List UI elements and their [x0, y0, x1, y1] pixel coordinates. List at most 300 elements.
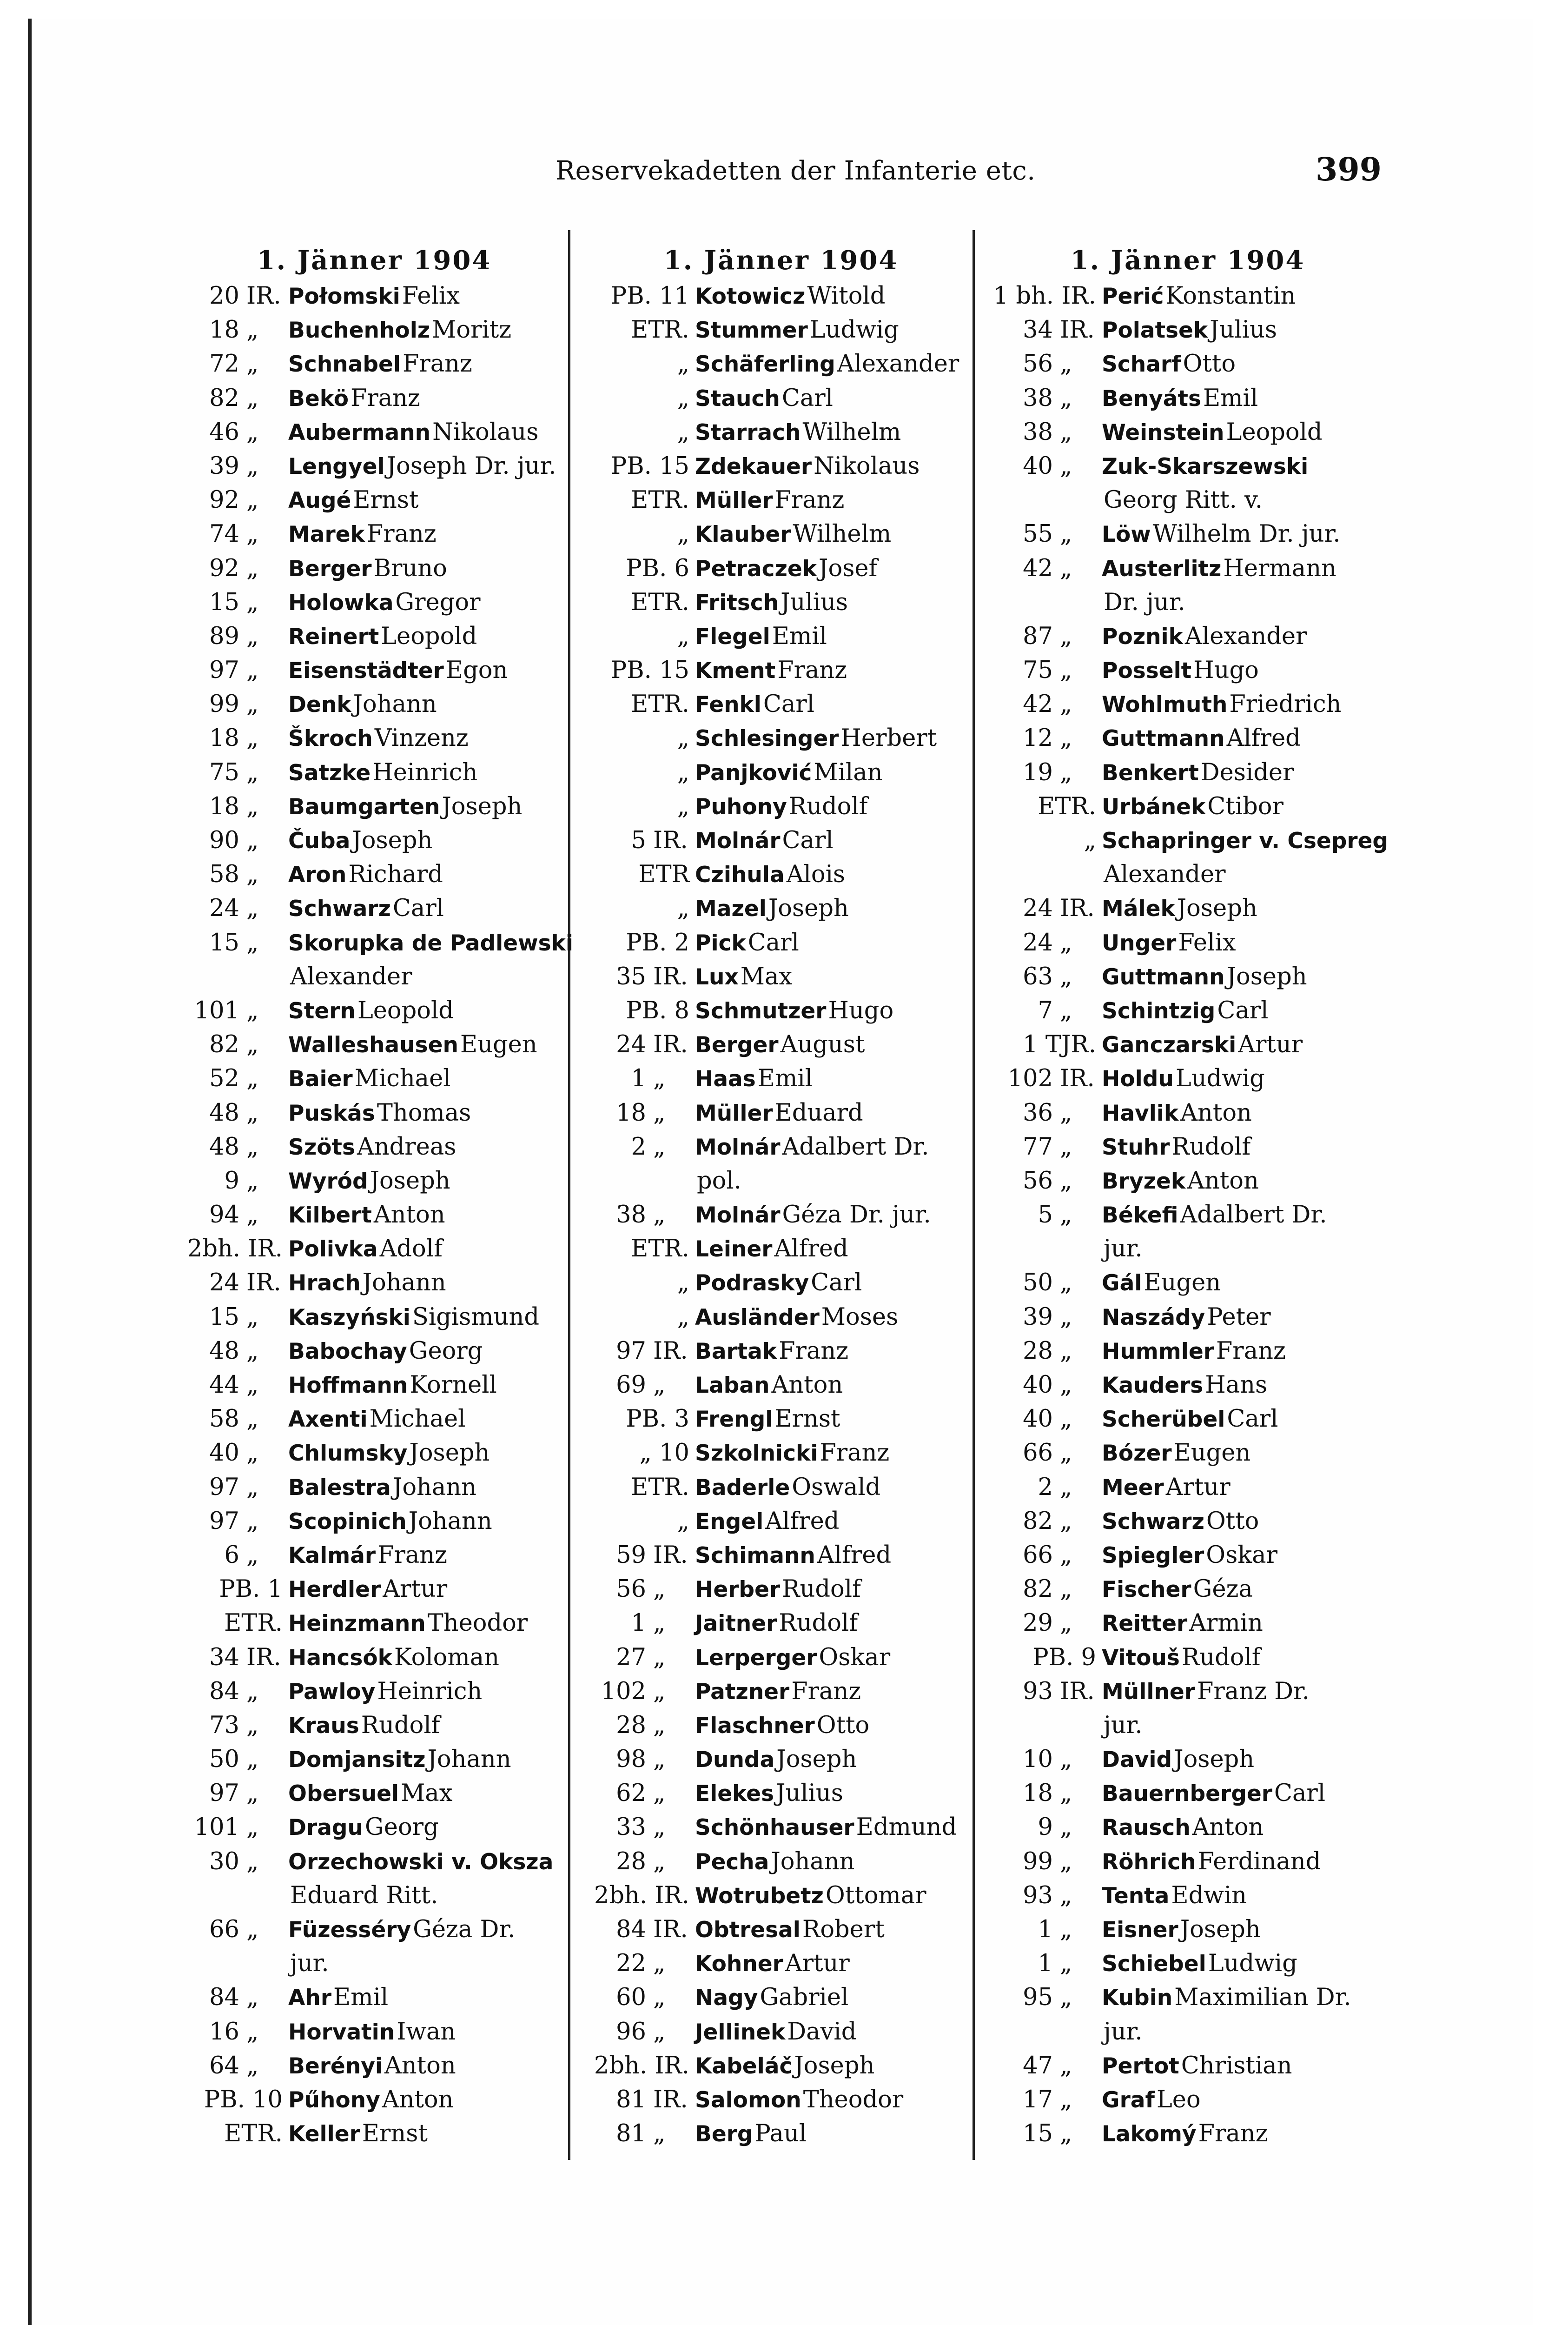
unit-designation: [590, 1980, 695, 2014]
regiment-number: 2: [1038, 1473, 1053, 1501]
regiment-type: „: [1060, 963, 1072, 990]
regiment-number: 75: [209, 758, 239, 786]
given-name: Emil: [772, 622, 827, 650]
regiment-type: „: [1060, 1099, 1072, 1127]
regiment-number: 10: [1023, 1746, 1053, 1774]
unit-designation: [997, 721, 1102, 755]
roster-entry: [997, 2117, 1378, 2151]
cadet-name: [695, 2049, 972, 2083]
surname: Leiner: [695, 1236, 773, 1262]
given-name: Rudolf: [788, 792, 868, 820]
regiment-number: 81: [616, 2120, 646, 2148]
surname: Berg: [695, 2121, 753, 2147]
roster-entry: [184, 517, 565, 551]
given-name: Anton: [1180, 1099, 1252, 1127]
given-name: Iwan: [397, 2018, 456, 2046]
roster-entry: [590, 1674, 972, 1708]
unit-designation: [997, 891, 1102, 925]
cadet-name: [288, 926, 575, 960]
given-name: Desider: [1200, 758, 1294, 786]
given-name: Ernst: [362, 2120, 428, 2148]
given-name: Leopold: [381, 622, 477, 650]
surname: Baderle: [695, 1475, 790, 1501]
regiment-type: „: [246, 827, 259, 854]
roster-entry: [184, 1810, 565, 1844]
surname: Szöts: [288, 1134, 355, 1160]
surname: Pick: [695, 930, 746, 956]
unit-designation: [993, 279, 1102, 313]
regiment-number: 97: [209, 1780, 239, 1807]
surname: Békefi: [1102, 1202, 1178, 1229]
roster-entry: [590, 585, 972, 619]
surname: Walleshausen: [288, 1032, 458, 1058]
given-name: Ludwig: [1208, 1950, 1297, 1978]
unit-label: PB. 9: [1032, 1643, 1096, 1671]
unit-label: ETR.: [631, 1235, 689, 1263]
given-name: Herbert: [840, 724, 937, 752]
regiment-number: 84: [616, 1916, 646, 1943]
unit-designation: [184, 857, 288, 891]
given-name: Carl: [782, 827, 834, 854]
unit-designation: [997, 857, 1102, 891]
surname: Eisner: [1102, 1917, 1178, 1943]
regiment-number: 82: [209, 1031, 239, 1059]
unit-designation: [997, 1300, 1102, 1334]
unit-designation: [997, 1606, 1102, 1640]
regiment-number: 62: [616, 1780, 646, 1807]
cadet-name: [1102, 721, 1378, 755]
unit-designation: [590, 1572, 695, 1606]
unit-designation: [997, 381, 1102, 415]
roster-entry: [184, 1164, 565, 1198]
cadet-name: [1102, 381, 1378, 415]
regiment-type: „: [246, 1677, 259, 1705]
cadet-name: [695, 756, 972, 790]
given-name: Joseph: [768, 895, 849, 923]
unit-designation: [590, 1300, 695, 1334]
cadet-name: [695, 824, 972, 857]
roster-entry: [590, 1368, 972, 1402]
regiment-type: „: [1060, 657, 1072, 684]
regiment-number: 17: [1023, 2086, 1053, 2113]
regiment-number: 97: [209, 1473, 239, 1501]
regiment-type: „: [246, 520, 259, 548]
surname: Wohlmuth: [1102, 692, 1228, 718]
cadet-name: [695, 790, 972, 824]
cadet-name: [695, 687, 972, 721]
regiment-number: 1: [1038, 1916, 1053, 1943]
given-name: Oskar: [819, 1643, 891, 1671]
unit-designation: [590, 1742, 695, 1776]
given-name: Alexander: [1104, 861, 1226, 889]
regiment-type: „: [246, 724, 259, 752]
regiment-number: 16: [209, 2018, 239, 2046]
cadet-name: [695, 483, 972, 517]
unit-designation: [590, 2117, 695, 2151]
unit-label: „: [677, 758, 689, 786]
regiment-number: 48: [209, 1337, 239, 1365]
surname: Molnár: [695, 1134, 781, 1160]
roster-column-2: [590, 242, 972, 2151]
regiment-type: „: [1060, 1881, 1072, 1909]
surname: Austerlitz: [1102, 556, 1222, 582]
surname: Nagy: [695, 1985, 758, 2011]
surname: Puhony: [695, 794, 787, 820]
roster-entry: [997, 1810, 1378, 1844]
surname: Obersuel: [288, 1781, 399, 1807]
given-name: Franz: [777, 657, 847, 684]
unit-designation: [590, 1674, 695, 1708]
regiment-type: IR.: [1060, 895, 1095, 923]
roster-entry: [184, 1708, 565, 1742]
unit-designation: [997, 1504, 1102, 1538]
cadet-name: [1102, 449, 1378, 483]
given-name: Alfred: [817, 1541, 892, 1569]
unit-label: 2bh. IR.: [594, 2052, 689, 2079]
unit-designation: [184, 619, 288, 653]
given-name: Nikolaus: [432, 418, 539, 446]
surname: Polatsek: [1102, 318, 1208, 344]
cadet-name: [1102, 415, 1378, 449]
regiment-type: „: [1060, 2086, 1072, 2113]
regiment-number: 15: [209, 588, 239, 616]
roster-entry: [184, 960, 565, 994]
regiment-type: „: [653, 1677, 666, 1705]
cadet-name: [1102, 1606, 1378, 1640]
roster-entry: [997, 1164, 1378, 1198]
regiment-number: 56: [616, 1575, 646, 1603]
surname: Meer: [1102, 1475, 1164, 1501]
unit-label: „: [677, 792, 689, 820]
roster-entry: [590, 891, 972, 925]
roster-entry: [590, 1572, 972, 1606]
given-name: Peter: [1207, 1303, 1271, 1331]
surname: Skorupka de Padlewski: [288, 930, 573, 956]
surname: Fischer: [1102, 1577, 1191, 1603]
roster-entry: [184, 483, 565, 517]
regiment-type: „: [653, 1711, 666, 1739]
unit-designation: [997, 1946, 1102, 1980]
roster-entry: [997, 2083, 1378, 2117]
cadet-name: [288, 1845, 565, 1879]
unit-designation: [184, 1913, 288, 1946]
cadet-name: [288, 585, 565, 619]
regiment-type: „: [246, 1337, 259, 1365]
cadet-name: [288, 1062, 565, 1096]
given-name: Leopold: [1226, 418, 1323, 446]
cadet-name: [288, 619, 565, 653]
unit-label: ETR.: [631, 1473, 689, 1501]
given-name: Ernst: [353, 486, 419, 514]
regiment-number: 35: [616, 963, 646, 990]
unit-designation: [184, 653, 288, 687]
regiment-number: 18: [209, 316, 239, 344]
regiment-type: „: [246, 861, 259, 889]
given-name: Oswald: [792, 1473, 881, 1501]
roster-entry: [997, 1266, 1378, 1300]
unit-designation: [184, 1470, 288, 1504]
regiment-type: „: [1060, 1473, 1072, 1501]
given-name: Artur: [383, 1575, 448, 1603]
cadet-name: [695, 1470, 972, 1504]
regiment-number: 28: [1023, 1337, 1053, 1365]
surname: Stuhr: [1102, 1134, 1170, 1160]
cadet-name: [695, 1776, 972, 1810]
given-name: Emil: [757, 1065, 813, 1093]
roster-entry: [997, 1470, 1378, 1504]
roster-entry: [997, 687, 1378, 721]
regiment-number: 28: [616, 1711, 646, 1739]
given-name: Otto: [816, 1711, 870, 1739]
surname: Lakomý: [1102, 2121, 1197, 2147]
roster-entry: [184, 1572, 565, 1606]
unit-designation: [997, 926, 1102, 960]
roster-entry: [590, 313, 972, 347]
cadet-name: [695, 891, 972, 925]
cadet-name: [1102, 1062, 1378, 1096]
roster-entry: [590, 1606, 972, 1640]
cadet-name: [288, 1641, 565, 1674]
unit-designation: [997, 415, 1102, 449]
regiment-number: 74: [209, 520, 239, 548]
surname: Benyáts: [1102, 385, 1201, 412]
regiment-number: 101: [194, 1814, 239, 1841]
unit-designation: [997, 1776, 1102, 1810]
given-name: Emil: [333, 1984, 389, 2012]
surname: Perić: [1102, 284, 1164, 309]
unit-designation: [184, 1538, 288, 1572]
surname: Spiegler: [1102, 1542, 1204, 1568]
unit-designation: [590, 1028, 695, 1062]
unit-designation: [997, 1164, 1102, 1198]
cadet-name: [288, 1946, 565, 1980]
unit-designation: [184, 1028, 288, 1062]
cadet-name: [695, 994, 972, 1028]
surname: Lerperger: [695, 1645, 817, 1671]
surname: Kalmár: [288, 1542, 376, 1568]
unit-designation: [590, 1232, 695, 1266]
roster-entry: [184, 2117, 565, 2151]
roster-entry: [997, 994, 1378, 1028]
given-name: Alexander: [837, 350, 959, 378]
given-name: Franz: [791, 1677, 861, 1705]
surname: Schlesinger: [695, 726, 839, 752]
cadet-name: [1102, 619, 1378, 653]
regiment-number: 40: [209, 1439, 239, 1467]
cadet-name: [1102, 926, 1378, 960]
given-name: Géza Dr. jur.: [782, 1201, 931, 1229]
surname: Hrach: [288, 1270, 361, 1296]
regiment-type: IR.: [653, 2086, 688, 2113]
unit-label: ETR.: [224, 1609, 283, 1637]
given-name: Maximilian Dr.: [1174, 1984, 1351, 2012]
unit-designation: [590, 926, 695, 960]
surname: Ahr: [288, 1985, 332, 2011]
regiment-type: „: [246, 350, 259, 378]
surname: Laban: [695, 1373, 770, 1398]
roster-entry: [590, 551, 972, 585]
unit-designation: [184, 381, 288, 415]
cadet-name: [288, 721, 565, 755]
unit-designation: [997, 1096, 1102, 1130]
surname: Vitouš: [1102, 1645, 1180, 1671]
unit-designation: [997, 585, 1102, 619]
given-name: Alfred: [774, 1235, 848, 1263]
surname: Augé: [288, 488, 351, 514]
roster-entry: [590, 1096, 972, 1130]
regiment-number: 18: [209, 724, 239, 752]
unit-designation: [590, 721, 695, 755]
cadet-name: [695, 381, 972, 415]
given-name: Leopold: [357, 996, 454, 1024]
cadet-name: [288, 2083, 565, 2117]
regiment-number: 97: [209, 657, 239, 684]
given-name: Gabriel: [760, 1984, 849, 2012]
regiment-number: 9: [1038, 1814, 1053, 1841]
regiment-type: „: [1060, 1916, 1072, 1943]
roster-entry: [184, 551, 565, 585]
surname: Zdekauer: [695, 453, 812, 479]
unit-designation: [997, 1708, 1102, 1742]
given-name: Felix: [1178, 929, 1236, 957]
regiment-number: 50: [1023, 1269, 1053, 1297]
given-name: jur.: [1104, 2018, 1143, 2046]
surname: Kotowicz: [695, 284, 806, 309]
given-name: Rudolf: [782, 1575, 861, 1603]
surname: Herber: [695, 1577, 781, 1603]
unit-designation: [590, 756, 695, 790]
regiment-type: „: [246, 622, 259, 650]
cadet-name: [695, 1879, 972, 1913]
regiment-type: IR.: [653, 1031, 688, 1059]
regiment-number: 87: [1023, 622, 1053, 650]
cadet-name: [288, 1300, 565, 1334]
roster-entry: [590, 1845, 972, 1879]
roster-entry: [590, 1980, 972, 2014]
regiment-type: IR.: [1060, 316, 1095, 344]
surname: Havlik: [1102, 1100, 1179, 1126]
unit-label: „: [677, 1303, 689, 1331]
regiment-type: „: [653, 1847, 666, 1875]
cadet-name: [695, 1062, 972, 1096]
cadet-name: [1102, 1946, 1378, 1980]
regiment-type: „: [1060, 1780, 1072, 1807]
cadet-name: [1102, 1980, 1378, 2014]
cadet-name: [695, 347, 972, 381]
unit-designation: [997, 2015, 1102, 2049]
cadet-name: [695, 1402, 972, 1436]
roster-entry: [590, 2049, 972, 2083]
regiment-number: 15: [1023, 2120, 1053, 2148]
roster-entry: [997, 1096, 1378, 1130]
cadet-name: [695, 1913, 972, 1946]
given-name: Wilhelm: [802, 418, 901, 446]
cadet-name: [695, 1572, 972, 1606]
cadet-name: [288, 1810, 565, 1844]
roster-entry: [184, 994, 565, 1028]
roster-entry: [184, 415, 565, 449]
unit-designation: [184, 1198, 288, 1232]
surname: Haas: [695, 1066, 756, 1092]
unit-designation: [997, 1845, 1102, 1879]
unit-designation: [184, 1572, 288, 1606]
cadet-name: [288, 517, 565, 551]
roster-entry: [997, 1300, 1378, 1334]
regiment-number: 19: [1023, 758, 1053, 786]
regiment-number: 101: [194, 996, 239, 1024]
surname: Denk: [288, 692, 351, 718]
regiment-type: IR.: [653, 1916, 688, 1943]
regiment-number: 12: [1023, 724, 1053, 752]
given-name: Joseph: [1177, 895, 1257, 923]
given-name: Michael: [354, 1065, 451, 1093]
given-name: Johann: [771, 1847, 855, 1875]
roster-entry: [997, 756, 1378, 790]
regiment-number: 59: [616, 1541, 646, 1569]
cadet-name: [1102, 347, 1378, 381]
given-name: jur.: [1104, 1711, 1143, 1739]
cadet-name: [288, 1674, 565, 1708]
roster-entry: [590, 857, 972, 891]
roster-entry: [184, 790, 565, 824]
cadet-name: [1102, 687, 1378, 721]
unit-designation: [997, 653, 1102, 687]
surname: Schmutzer: [695, 998, 827, 1024]
cadet-name: [288, 653, 565, 687]
regiment-type: „: [246, 1167, 259, 1195]
given-name: Rudolf: [1171, 1133, 1251, 1161]
unit-designation: [184, 756, 288, 790]
regiment-number: 36: [1023, 1099, 1053, 1127]
surname: Schnabel: [288, 352, 401, 378]
given-name: Ludwig: [1175, 1065, 1265, 1093]
unit-designation: [184, 1980, 288, 2014]
unit-label: 1 bh. IR.: [993, 282, 1096, 310]
given-name: Joseph: [409, 1439, 490, 1467]
roster-entry: [997, 1572, 1378, 1606]
regiment-number: 99: [1023, 1847, 1053, 1875]
surname: Puskás: [288, 1100, 375, 1126]
unit-label: PB. 3: [626, 1405, 689, 1433]
surname: Balestra: [288, 1475, 391, 1501]
regiment-number: 42: [1023, 691, 1053, 718]
unit-designation: [590, 1062, 695, 1096]
unit-label: „: [1084, 827, 1096, 854]
roster-entry: [997, 1674, 1378, 1708]
roster-entry: [997, 1334, 1378, 1368]
surname: Obtresal: [695, 1917, 801, 1943]
surname: Holdu: [1102, 1066, 1174, 1092]
roster-entry: [184, 1913, 565, 1946]
roster-entry: [997, 347, 1378, 381]
regiment-number: 1: [631, 1609, 646, 1637]
cadet-name: [695, 313, 972, 347]
unit-designation: [184, 926, 288, 960]
roster-entry: [590, 1300, 972, 1334]
surname: Salomon: [695, 2087, 801, 2113]
cadet-name: [288, 891, 565, 925]
roster-entry: [997, 721, 1378, 755]
regiment-type: IR.: [1060, 1065, 1095, 1093]
regiment-number: 24: [1023, 929, 1053, 957]
cadet-name: [1102, 756, 1378, 790]
regiment-number: 95: [1023, 1984, 1053, 2012]
given-name: Joseph: [1180, 1916, 1261, 1943]
roster-entry: [590, 619, 972, 653]
given-name: Géza: [1193, 1575, 1253, 1603]
roster-entry: [590, 1470, 972, 1504]
given-name: Adolf: [379, 1235, 443, 1263]
